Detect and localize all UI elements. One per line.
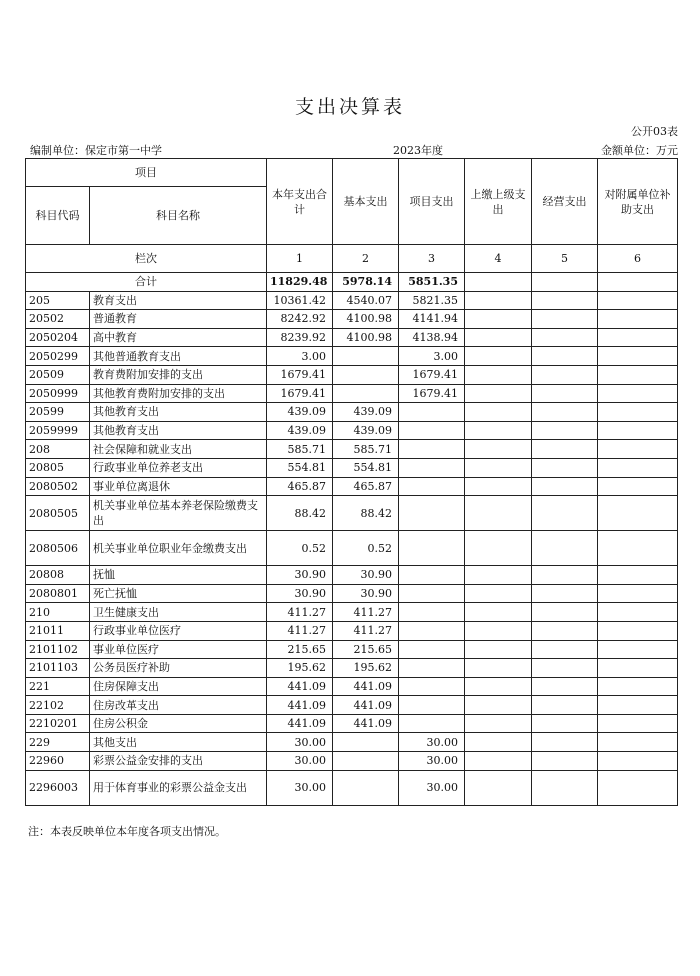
cell-project: 1679.41 [399,384,465,403]
header-project: 项目 [26,159,267,187]
cell-subsidy [598,477,678,496]
cell-name: 卫生健康支出 [90,603,267,622]
cell-code: 22960 [26,752,90,771]
cell-total: 441.09 [267,696,333,715]
cell-name: 社会保障和就业支出 [90,440,267,459]
fiscal-year: 2023年度 [393,144,443,157]
cell-project [399,677,465,696]
cell-basic [333,770,399,805]
cell-subsidy [598,440,678,459]
cell-code: 22102 [26,696,90,715]
cell-code: 20805 [26,458,90,477]
cell-total: 30.00 [267,752,333,771]
cell-code: 2080506 [26,531,90,566]
cell-subsidy [598,365,678,384]
table-row [26,496,678,531]
cell-subsidy [598,603,678,622]
cell-name: 事业单位医疗 [90,640,267,659]
cell-upper [465,677,532,696]
header-subsidy: 对附属单位补助支出 [598,159,678,245]
cell-name: 住房保障支出 [90,677,267,696]
cell-name: 行政事业单位养老支出 [90,458,267,477]
cell-operation [532,640,598,659]
cell-upper [465,421,532,440]
header-operation: 经营支出 [532,159,598,245]
cell-operation [532,347,598,366]
cell-basic: 4100.98 [333,310,399,329]
cell-project [399,566,465,585]
cell-name: 其他普通教育支出 [90,347,267,366]
cell-name: 死亡抚恤 [90,584,267,603]
cell-name: 彩票公益金安排的支出 [90,752,267,771]
cell-basic: 554.81 [333,458,399,477]
cell-upper [465,531,532,566]
cell-code: 205 [26,291,90,310]
cell-upper [465,752,532,771]
cell-code: 20599 [26,403,90,422]
header-basic: 基本支出 [333,159,399,245]
cell-total: 30.90 [267,566,333,585]
sum-project: 5851.35 [399,273,465,292]
cell-basic: 439.09 [333,421,399,440]
cell-name: 用于体育事业的彩票公益金支出 [90,770,267,805]
column-number: 2 [333,245,399,273]
cell-operation [532,752,598,771]
table-row [26,347,678,366]
cell-total: 1679.41 [267,365,333,384]
cell-subsidy [598,384,678,403]
cell-operation [532,584,598,603]
expenditure-table [25,158,678,806]
cell-project [399,584,465,603]
cell-basic: 4100.98 [333,328,399,347]
cell-name: 行政事业单位医疗 [90,621,267,640]
cell-project [399,403,465,422]
cell-code: 2050999 [26,384,90,403]
footnote: 注：本表反映单位本年度各项支出情况。 [28,825,226,838]
cell-project [399,531,465,566]
cell-total: 8242.92 [267,310,333,329]
cell-operation [532,365,598,384]
cell-basic [333,384,399,403]
table-row [26,458,678,477]
cell-basic: 0.52 [333,531,399,566]
cell-operation [532,696,598,715]
cell-name: 其他教育支出 [90,421,267,440]
cell-operation [532,291,598,310]
cell-subsidy [598,403,678,422]
cell-code: 208 [26,440,90,459]
cell-project: 1679.41 [399,365,465,384]
cell-code: 2050204 [26,328,90,347]
cell-total: 439.09 [267,403,333,422]
table-row [26,328,678,347]
sum-row [26,273,678,292]
cell-operation [532,770,598,805]
cell-basic: 411.27 [333,621,399,640]
cell-basic: 195.62 [333,659,399,678]
cell-upper [465,603,532,622]
cell-code: 2101102 [26,640,90,659]
cell-operation [532,677,598,696]
cell-project [399,696,465,715]
page-title: 支出决算表 [294,96,405,118]
cell-project [399,477,465,496]
cell-code: 2080801 [26,584,90,603]
cell-project [399,621,465,640]
cell-total: 554.81 [267,458,333,477]
cell-operation [532,566,598,585]
cell-subsidy [598,752,678,771]
header-name: 科目名称 [90,187,267,245]
cell-project [399,659,465,678]
cell-project [399,640,465,659]
cell-name: 住房公积金 [90,714,267,733]
cell-basic: 411.27 [333,603,399,622]
cell-subsidy [598,621,678,640]
cell-operation [532,496,598,531]
cell-total: 215.65 [267,640,333,659]
sum-label: 合计 [26,273,267,292]
cell-operation [532,477,598,496]
cell-total: 30.00 [267,770,333,805]
cell-total: 88.42 [267,496,333,531]
cell-code: 2210201 [26,714,90,733]
cell-name: 机关事业单位职业年金缴费支出 [90,531,267,566]
cell-code: 2050299 [26,347,90,366]
compiling-unit: 编制单位：保定市第一中学 [30,144,162,157]
cell-subsidy [598,347,678,366]
cell-project: 4141.94 [399,310,465,329]
cell-upper [465,458,532,477]
cell-upper [465,770,532,805]
cell-code: 2059999 [26,421,90,440]
header-row-no: 栏次 [26,245,267,273]
cell-upper [465,291,532,310]
cell-total: 1679.41 [267,384,333,403]
column-number: 4 [465,245,532,273]
cell-upper [465,696,532,715]
cell-subsidy [598,291,678,310]
cell-code: 2101103 [26,659,90,678]
cell-basic: 4540.07 [333,291,399,310]
cell-project [399,714,465,733]
form-number: 公开03表 [631,125,678,138]
table-row [26,733,678,752]
table-row [26,440,678,459]
table-row [26,566,678,585]
cell-operation [532,603,598,622]
cell-basic: 88.42 [333,496,399,531]
cell-operation [532,440,598,459]
table-row [26,621,678,640]
cell-operation [532,733,598,752]
cell-project: 30.00 [399,733,465,752]
cell-operation [532,328,598,347]
cell-subsidy [598,310,678,329]
sum-operation [532,273,598,292]
cell-total: 439.09 [267,421,333,440]
cell-basic: 465.87 [333,477,399,496]
column-number: 6 [598,245,678,273]
table-row [26,752,678,771]
cell-total: 8239.92 [267,328,333,347]
cell-name: 其他教育支出 [90,403,267,422]
cell-project [399,440,465,459]
cell-code: 2296003 [26,770,90,805]
cell-basic: 441.09 [333,696,399,715]
table-row [26,640,678,659]
cell-subsidy [598,696,678,715]
cell-total: 441.09 [267,677,333,696]
cell-subsidy [598,496,678,531]
table-row [26,477,678,496]
table-row [26,659,678,678]
cell-operation [532,621,598,640]
cell-upper [465,440,532,459]
header-total: 本年支出合计 [267,159,333,245]
cell-code: 229 [26,733,90,752]
table-row [26,770,678,805]
cell-project [399,603,465,622]
cell-subsidy [598,458,678,477]
cell-code: 210 [26,603,90,622]
table-row [26,421,678,440]
cell-total: 195.62 [267,659,333,678]
cell-subsidy [598,566,678,585]
cell-basic: 439.09 [333,403,399,422]
table-row [26,696,678,715]
cell-name: 其他支出 [90,733,267,752]
cell-project [399,496,465,531]
cell-operation [532,714,598,733]
cell-total: 10361.42 [267,291,333,310]
table-row [26,310,678,329]
cell-subsidy [598,659,678,678]
cell-name: 公务员医疗补助 [90,659,267,678]
cell-total: 465.87 [267,477,333,496]
cell-basic [333,752,399,771]
table-row [26,403,678,422]
cell-upper [465,310,532,329]
cell-total: 0.52 [267,531,333,566]
cell-basic: 441.09 [333,677,399,696]
cell-code: 21011 [26,621,90,640]
cell-operation [532,659,598,678]
money-unit: 金额单位：万元 [601,144,678,157]
cell-subsidy [598,733,678,752]
cell-basic: 441.09 [333,714,399,733]
table-row [26,584,678,603]
table-row [26,677,678,696]
cell-basic: 30.90 [333,566,399,585]
cell-total: 3.00 [267,347,333,366]
cell-name: 抚恤 [90,566,267,585]
cell-upper [465,328,532,347]
cell-basic: 585.71 [333,440,399,459]
column-number: 1 [267,245,333,273]
cell-name: 高中教育 [90,328,267,347]
cell-upper [465,403,532,422]
table-row [26,714,678,733]
cell-total: 441.09 [267,714,333,733]
cell-code: 20808 [26,566,90,585]
cell-code: 2080502 [26,477,90,496]
cell-name: 事业单位离退休 [90,477,267,496]
cell-subsidy [598,584,678,603]
header-upper: 上缴上级支出 [465,159,532,245]
cell-total: 411.27 [267,603,333,622]
cell-upper [465,621,532,640]
cell-project: 3.00 [399,347,465,366]
cell-upper [465,714,532,733]
cell-upper [465,384,532,403]
cell-total: 30.00 [267,733,333,752]
cell-name: 教育支出 [90,291,267,310]
sum-total: 11829.48 [267,273,333,292]
cell-subsidy [598,714,678,733]
header-code: 科目代码 [26,187,90,245]
column-number: 5 [532,245,598,273]
cell-code: 221 [26,677,90,696]
cell-operation [532,421,598,440]
cell-subsidy [598,531,678,566]
cell-operation [532,458,598,477]
table-row [26,291,678,310]
cell-upper [465,566,532,585]
sum-upper [465,273,532,292]
table-row [26,531,678,566]
cell-upper [465,640,532,659]
table-row [26,365,678,384]
cell-name: 住房改革支出 [90,696,267,715]
column-number: 3 [399,245,465,273]
cell-basic [333,733,399,752]
cell-subsidy [598,421,678,440]
cell-code: 20509 [26,365,90,384]
cell-operation [532,310,598,329]
cell-total: 585.71 [267,440,333,459]
cell-upper [465,496,532,531]
cell-code: 20502 [26,310,90,329]
sum-basic: 5978.14 [333,273,399,292]
cell-name: 教育费附加安排的支出 [90,365,267,384]
cell-basic: 30.90 [333,584,399,603]
cell-name: 机关事业单位基本养老保险缴费支出 [90,496,267,531]
cell-subsidy [598,770,678,805]
cell-subsidy [598,328,678,347]
cell-basic [333,347,399,366]
table-row [26,384,678,403]
cell-upper [465,733,532,752]
cell-project: 4138.94 [399,328,465,347]
cell-subsidy [598,640,678,659]
cell-subsidy [598,677,678,696]
cell-code: 2080505 [26,496,90,531]
cell-operation [532,403,598,422]
sum-subsidy [598,273,678,292]
cell-operation [532,384,598,403]
cell-basic: 215.65 [333,640,399,659]
cell-name: 普通教育 [90,310,267,329]
cell-project: 30.00 [399,752,465,771]
cell-upper [465,659,532,678]
cell-project: 30.00 [399,770,465,805]
cell-total: 411.27 [267,621,333,640]
header-project-expense: 项目支出 [399,159,465,245]
cell-upper [465,584,532,603]
cell-upper [465,347,532,366]
table-row [26,603,678,622]
cell-upper [465,477,532,496]
cell-total: 30.90 [267,584,333,603]
cell-project [399,421,465,440]
cell-upper [465,365,532,384]
cell-name: 其他教育费附加安排的支出 [90,384,267,403]
cell-project [399,458,465,477]
cell-project: 5821.35 [399,291,465,310]
cell-basic [333,365,399,384]
cell-operation [532,531,598,566]
